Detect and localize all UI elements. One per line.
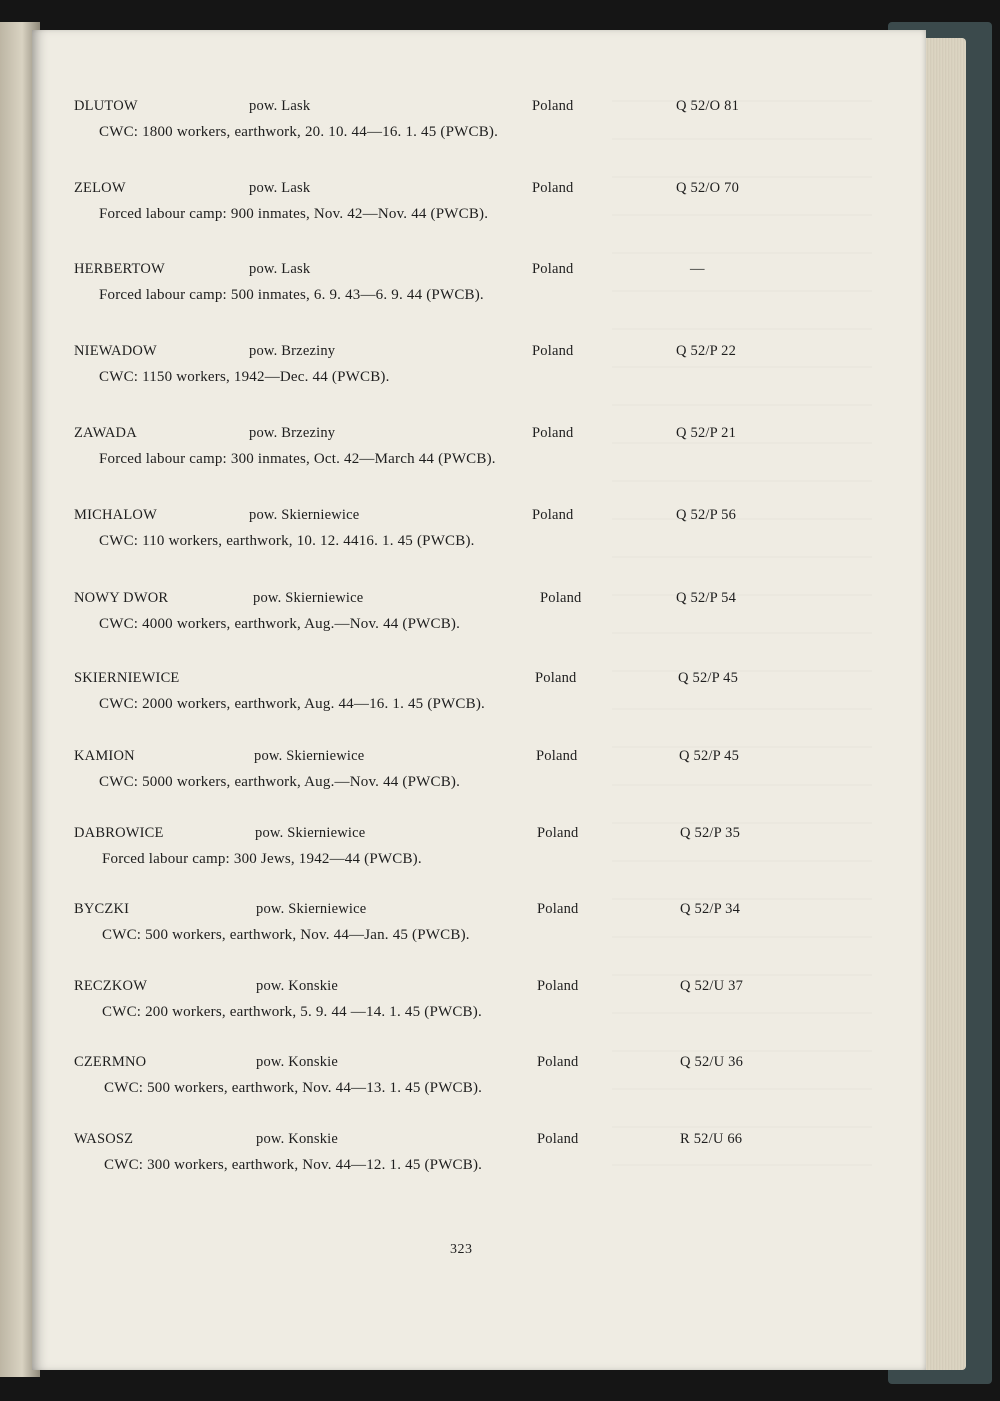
entry-name: MICHALOW: [74, 507, 157, 523]
entry-description: CWC: 5000 workers, earthwork, Aug.—Nov. 44 (PWCB).: [99, 774, 461, 790]
entry-country: Poland: [537, 1054, 579, 1070]
entry-name: WASOSZ: [74, 1131, 134, 1147]
entry-description: Forced labour camp: 300 inmates, Oct. 42—March 44 (PWCB).: [99, 451, 496, 467]
entry-country: Poland: [536, 748, 578, 764]
entry-description: Forced labour camp: 900 inmates, Nov. 42—Nov. 44 (PWCB).: [99, 206, 489, 222]
entry-country: Poland: [532, 261, 574, 277]
entry-district: pow. Skierniewice: [254, 748, 365, 764]
entry-name: CZERMNO: [74, 1054, 147, 1070]
entry-country: Poland: [540, 590, 582, 606]
entry-name: HERBERTOW: [74, 261, 165, 277]
entry-name: NIEWADOW: [74, 343, 157, 359]
entry-grid-reference: Q 52/P 54: [676, 590, 737, 606]
page-number: 323: [450, 1242, 473, 1257]
entry-description: CWC: 110 workers, earthwork, 10. 12. 4416. 1. 45 (PWCB).: [99, 533, 475, 549]
entry-district: pow. Brzeziny: [249, 343, 336, 359]
entry-grid-reference: Q 52/O 81: [676, 98, 740, 114]
entry-country: Poland: [537, 901, 579, 917]
entry-name: DABROWICE: [74, 825, 164, 841]
entry-country: Poland: [532, 425, 574, 441]
entry-district: pow. Konskie: [256, 978, 339, 994]
entry-name: SKIERNIEWICE: [74, 670, 180, 686]
entry-grid-reference: Q 52/P 34: [680, 901, 741, 917]
entry-grid-reference: Q 52/P 35: [680, 825, 741, 841]
entry-district: pow. Brzeziny: [249, 425, 336, 441]
entry-country: Poland: [535, 670, 577, 686]
entry-district: pow. Lask: [249, 261, 311, 277]
entry-name: ZELOW: [74, 180, 126, 196]
entry-description: CWC: 1150 workers, 1942—Dec. 44 (PWCB).: [99, 369, 390, 385]
entry-grid-reference: Q 52/U 36: [680, 1054, 744, 1070]
entry-grid-reference: Q 52/P 21: [676, 425, 737, 441]
entry-name: DLUTOW: [74, 98, 138, 114]
entry-name: NOWY DWOR: [74, 590, 169, 606]
entry-grid-reference: Q 52/P 56: [676, 507, 737, 523]
entry-description: Forced labour camp: 300 Jews, 1942—44 (PWCB).: [102, 851, 422, 867]
entry-country: Poland: [532, 343, 574, 359]
entry-description: CWC: 300 workers, earthwork, Nov. 44—12. 1. 45 (PWCB).: [104, 1157, 483, 1173]
entry-name: RECZKOW: [74, 978, 148, 994]
show-through-texture: [612, 100, 872, 1180]
entry-description: CWC: 4000 workers, earthwork, Aug.—Nov. 44 (PWCB).: [99, 616, 461, 632]
entry-district: pow. Lask: [249, 98, 311, 114]
entry-description: CWC: 2000 workers, earthwork, Aug. 44—16. 1. 45 (PWCB).: [99, 696, 485, 712]
entry-description: Forced labour camp: 500 inmates, 6. 9. 43—6. 9. 44 (PWCB).: [99, 287, 484, 303]
entry-country: Poland: [537, 825, 579, 841]
entry-description: CWC: 500 workers, earthwork, Nov. 44—Jan. 45 (PWCB).: [102, 927, 470, 943]
entry-grid-reference: Q 52/P 22: [676, 343, 737, 359]
entry-grid-reference: Q 52/P 45: [679, 748, 740, 764]
entry-district: pow. Skierniewice: [253, 590, 364, 606]
entry-grid-reference: R 52/U 66: [680, 1131, 743, 1147]
entry-description: CWC: 500 workers, earthwork, Nov. 44—13. 1. 45 (PWCB).: [104, 1080, 483, 1096]
entry-district: pow. Skierniewice: [255, 825, 366, 841]
document-page: [32, 30, 926, 1370]
entry-district: pow. Konskie: [256, 1054, 339, 1070]
entry-name: BYCZKI: [74, 901, 130, 917]
entry-grid-reference: —: [690, 261, 705, 277]
entry-description: CWC: 200 workers, earthwork, 5. 9. 44 —14. 1. 45 (PWCB).: [102, 1004, 482, 1020]
entry-grid-reference: Q 52/O 70: [676, 180, 740, 196]
entry-district: pow. Lask: [249, 180, 311, 196]
entry-country: Poland: [532, 507, 574, 523]
entry-name: KAMION: [74, 748, 135, 764]
entry-country: Poland: [537, 1131, 579, 1147]
entry-country: Poland: [532, 98, 574, 114]
entry-country: Poland: [532, 180, 574, 196]
entry-district: pow. Skierniewice: [256, 901, 367, 917]
entry-grid-reference: Q 52/P 45: [678, 670, 739, 686]
entry-grid-reference: Q 52/U 37: [680, 978, 744, 994]
entry-district: pow. Skierniewice: [249, 507, 360, 523]
entry-district: pow. Konskie: [256, 1131, 339, 1147]
entry-name: ZAWADA: [74, 425, 137, 441]
entry-country: Poland: [537, 978, 579, 994]
entry-description: CWC: 1800 workers, earthwork, 20. 10. 44—16. 1. 45 (PWCB).: [99, 124, 499, 140]
